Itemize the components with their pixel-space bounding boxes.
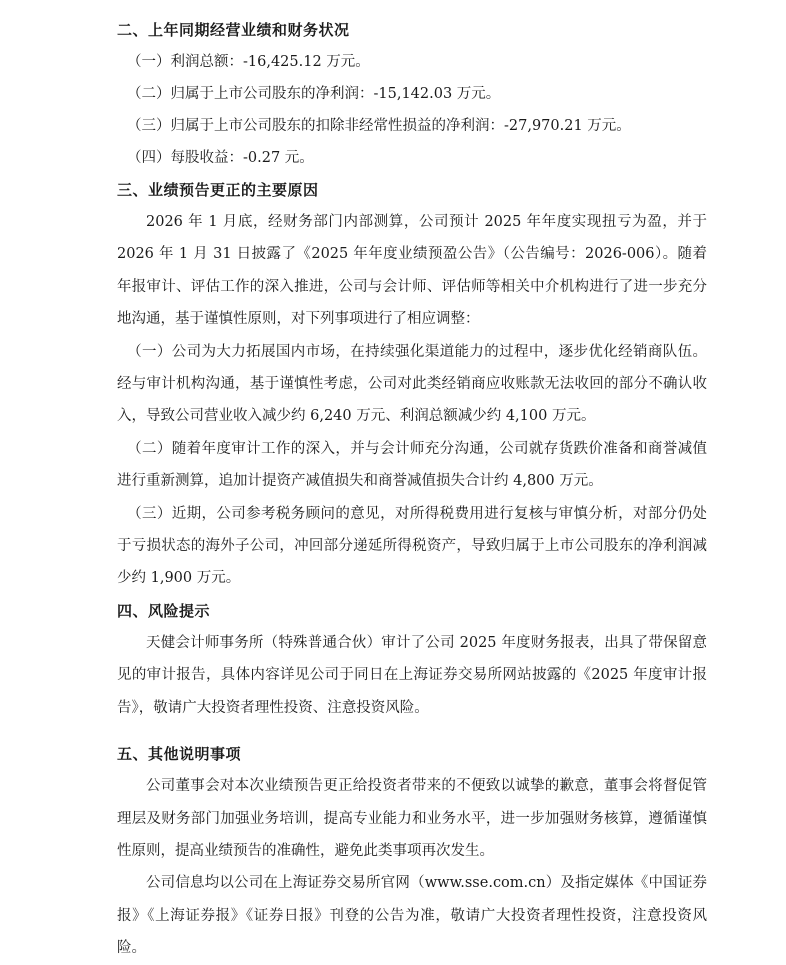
section5-para1: 公司董事会对本次业绩预告更正给投资者带来的不便致以诚挚的歉意，董事会将督促管理层及财务部门加强业务培训，提高专业能力和业务水平，进一步加强财务核算，遵循谨慎性原则，提高业绩预告的准确性，避免此类事项再次发生。 (117, 778, 707, 859)
prior-net-profit-deducted: （三）归属于上市公司股东的扣除非经常性损益的净利润：-27,970.21 万元。 (127, 118, 631, 134)
section3-item3: （三）近期，公司参考税务顾问的意见，对所得税费用进行复核与审慎分析，对部分仍处于亏损状态的海外子公司，冲回部分递延所得税资产，导致归属于上市公司股东的净利润减少约 1,900 万元。 (117, 505, 707, 587)
section4-text: 天健会计师事务所（特殊普通合伙）审计了公司 2025 年度财务报表，出具了带保留意见的审计报告，具体内容详见公司于同日在上海证券交易所网站披露的《2025 年度审计报告》，敬请广大投资者理性投资、注意投资风险。 (117, 634, 707, 716)
section4-heading: 四、风险提示 (117, 601, 211, 620)
section3-item2: （二）随着年度审计工作的深入，并与会计师充分沟通，公司就存货跌价准备和商誉减值进行重新测算，追加计提资产减值损失和商誉减值损失合计约 4,800 万元。 (117, 440, 707, 490)
document-body (117, 14, 707, 965)
section3-item1: （一）公司为大力拓展国内市场，在持续强化渠道能力的过程中，逐步优化经销商队伍。经与审计机构沟通，基于谨慎性考虑，公司对此类经销商应收账款无法收回的部分不确认收入，导致公司营业收入减少约 6,240 万元、利润总额减少约 4,100 万元。 (117, 343, 707, 425)
prior-net-profit: （二）归属于上市公司股东的净利润：-15,142.03 万元。 (127, 86, 501, 102)
section3-intro: 2026 年 1 月底，经财务部门内部测算，公司预计 2025 年年度实现扭亏为盈，并于 2026 年 1 月 31 日披露了《2025 年年度业绩预盈公告》（公告编号：2026-006）。随着年报审计、评估工作的深入推进，公司与会计师、评估师等相关中介机构进行了进一步充分地沟通，基于谨慎性原则，对下列事项进行了相应调整： (117, 214, 707, 328)
section2-heading: 二、上年同期经营业绩和财务状况 (117, 21, 350, 39)
section5-para2: 公司信息均以公司在上海证券交易所官网（www.sse.com.cn）及指定媒体《中国证券报》《上海证券报》《证券日报》刊登的公告为准，敬请广大投资者理性投资，注意投资风险。 (117, 875, 707, 957)
prior-eps: （四）每股收益：-0.27 元。 (127, 150, 314, 166)
section5-heading: 五、其他说明事项 (117, 745, 242, 764)
spacer (117, 724, 707, 738)
prior-total-profit: （一）利润总额：-16,425.12 万元。 (127, 54, 370, 70)
section3-heading: 三、业绩预告更正的主要原因 (117, 181, 319, 199)
